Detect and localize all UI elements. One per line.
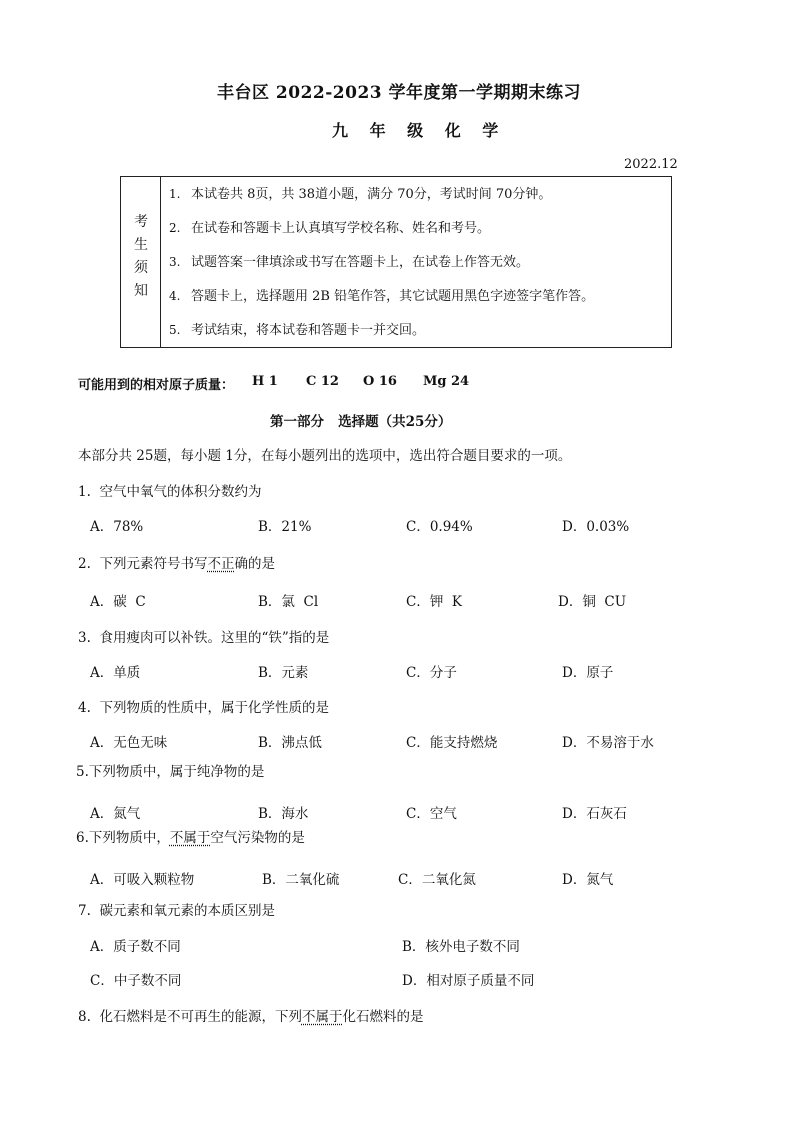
- question-stem: 7. 碳元素和氧元素的本质区别是: [78, 903, 275, 919]
- atomic-mass-value: C 12: [306, 374, 339, 389]
- section-instructions: 本部分共 25题，每小题 1分，在每小题列出的选项中，选出符合题目要求的一项。: [78, 448, 572, 464]
- notice-item: [169, 251, 529, 270]
- answer-option: C．分子: [406, 665, 457, 681]
- answer-option: C．中子数不同: [90, 973, 182, 989]
- notice-item-text: 在试卷和答题卡上认真填写学校名称、姓名和考号。: [191, 221, 491, 236]
- notice-item-text: 本试卷共 8页，共 38道小题，满分 70分，考试时间 70分钟。: [191, 187, 552, 202]
- question-stem-text: 空气污染物的是: [210, 830, 305, 846]
- question-stem-text: 确的是: [234, 556, 275, 572]
- answer-option: D．0.03%: [562, 519, 630, 535]
- notice-item-number: 2.: [169, 221, 181, 235]
- notice-item: [169, 285, 594, 304]
- answer-option: A．可吸入颗粒物: [90, 872, 195, 888]
- answer-option: A．单质: [90, 665, 141, 681]
- notice-label-char: 考: [134, 214, 148, 230]
- answer-option: D．铜 CU: [558, 594, 627, 610]
- answer-option: D．石灰石: [562, 806, 627, 822]
- answer-option: D．相对原子质量不同: [402, 973, 535, 989]
- question-stem: [78, 1005, 423, 1025]
- notice-item-text: 考试结束，将本试卷和答题卡一并交回。: [191, 323, 426, 338]
- question-stem-text: 8. 化石燃料是不可再生的能源，下列: [78, 1009, 302, 1025]
- answer-option: B．核外电子数不同: [402, 939, 520, 955]
- notice-label-char: 须: [134, 260, 148, 276]
- atomic-mass-value: O 16: [363, 374, 397, 389]
- answer-option: B．21%: [258, 519, 312, 535]
- emphasis-text: 不正: [207, 556, 235, 572]
- emphasis-text: 不属于: [301, 1009, 343, 1025]
- question-stem: 4. 下列物质的性质中，属于化学性质的是: [78, 700, 329, 716]
- notice-item-number: 1.: [169, 187, 181, 201]
- notice-item: [169, 217, 490, 236]
- answer-option: A．碳 C: [90, 594, 146, 610]
- answer-option: B．元素: [258, 665, 309, 681]
- answer-option: A．质子数不同: [90, 939, 181, 955]
- question-stem-text: 6.下列物质中，: [76, 830, 170, 846]
- answer-option: C．能支持燃烧: [406, 735, 498, 751]
- answer-option: C．空气: [406, 806, 457, 822]
- notice-item: [169, 319, 425, 338]
- section-title: 第一部分 选择题（共25分）: [270, 414, 452, 430]
- question-stem-text: 2. 下列元素符号书写: [78, 556, 208, 572]
- exam-date: 2022.12: [624, 157, 678, 172]
- notice-item-number: 4.: [169, 289, 181, 303]
- question-stem: 1. 空气中氧气的体积分数约为: [78, 484, 262, 500]
- answer-option: B．二氧化硫: [262, 872, 340, 888]
- notice-item-text: 答题卡上，选择题用 2B 铅笔作答，其它试题用黑色字迹签字笔作答。: [191, 289, 595, 304]
- question-stem-text: 化石燃料的是: [342, 1009, 424, 1025]
- notice-label: [121, 177, 161, 347]
- answer-option: C．0.94%: [406, 519, 473, 535]
- answer-option: D．不易溶于水: [562, 735, 654, 751]
- answer-option: A．氮气: [90, 806, 141, 822]
- notice-item-text: 试题答案一律填涂或书写在答题卡上，在试卷上作答无效。: [191, 255, 530, 270]
- answer-option: D．氮气: [562, 872, 614, 888]
- emphasis-text: 不属于: [169, 830, 211, 846]
- atomic-mass-value: H 1: [252, 374, 278, 389]
- atomic-mass-value: Mg 24: [423, 374, 470, 389]
- answer-option: A．78%: [90, 519, 144, 535]
- notice-label-char: 生: [134, 237, 148, 253]
- answer-option: D．原子: [562, 665, 614, 681]
- atomic-mass-label: 可能用到的相对原子质量：: [78, 378, 235, 393]
- notice-item: [169, 183, 551, 202]
- answer-option: B．氯 Cl: [258, 594, 319, 610]
- notice-label-char: 知: [134, 283, 148, 299]
- question-stem: [76, 826, 305, 846]
- notice-item-number: 3.: [169, 255, 181, 269]
- answer-option: B．沸点低: [258, 735, 322, 751]
- exam-subtitle: 九 年 级 化 学: [332, 121, 507, 140]
- answer-option: C．二氧化氮: [398, 872, 476, 888]
- answer-option: B．海水: [258, 806, 309, 822]
- question-stem: [78, 552, 275, 572]
- answer-option: C．钾 K: [406, 594, 462, 610]
- answer-option: A．无色无味: [90, 735, 168, 751]
- question-stem: 5.下列物质中，属于纯净物的是: [76, 764, 265, 780]
- question-stem: 3. 食用瘦肉可以补铁。这里的“铁”指的是: [78, 630, 330, 646]
- notice-item-number: 5.: [169, 323, 181, 337]
- exam-title: 丰台区 2022-2023 学年度第一学期期末练习: [217, 83, 582, 103]
- notice-box: [120, 176, 672, 348]
